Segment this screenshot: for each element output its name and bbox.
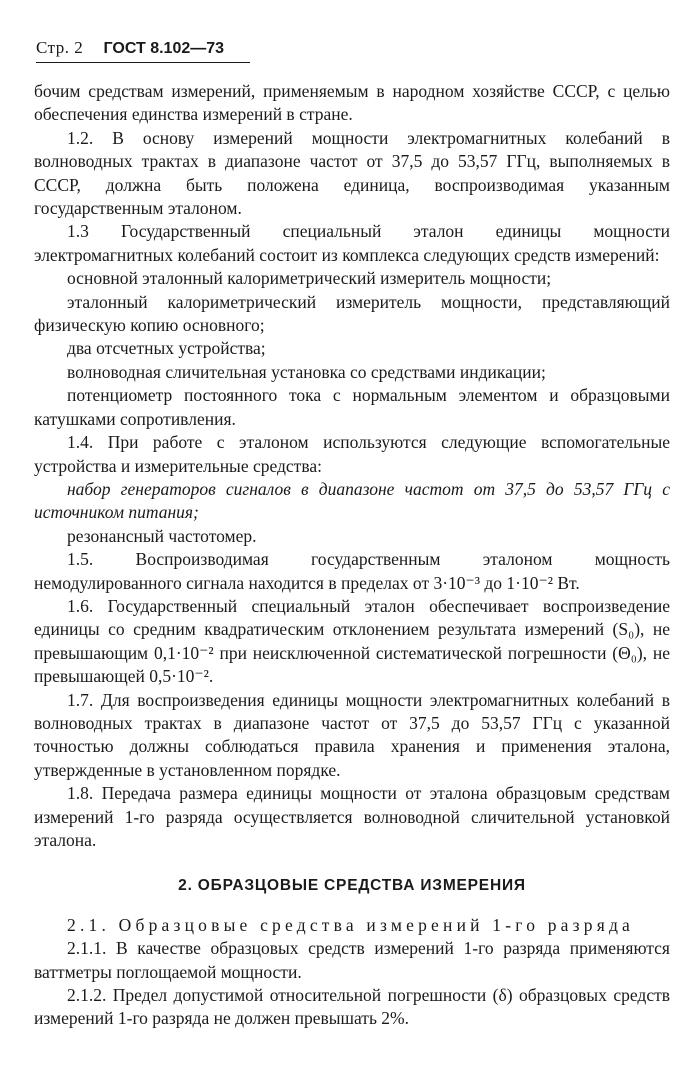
section-heading: 2. ОБРАЗЦОВЫЕ СРЕДСТВА ИЗМЕРЕНИЯ bbox=[178, 877, 526, 895]
paragraph-1-4: 1.4. При работе с эталоном используются следующие вспомогательные устройства и измерительные средства: bbox=[34, 432, 670, 476]
list-item: два отсчетных устройства; bbox=[67, 338, 266, 359]
list-item: потенциометр постоянного тока с нормальным элементом и образцовыми катушками сопротивления. bbox=[34, 385, 670, 429]
paragraph-1-3: 1.3 Государственный специальный эталон единицы мощности электромагнитных колебаний состоит из комплекса следующих средств измерений: bbox=[34, 221, 670, 265]
page-header bbox=[36, 38, 224, 58]
paragraph-1-7: 1.7. Для воспроизведения единицы мощности электромагнитных колебаний в волноводных трактах в диапазоне частот от 37,5 до 53,57 ГГц с указанной точностью должны соблюдаться правила хранения и применения эталона, утвержденные в установленном порядке. bbox=[34, 689, 670, 780]
standard-number: ГОСТ 8.102—73 bbox=[103, 40, 225, 57]
paragraph-2-1-1: 2.1.1. В качестве образцовых средств измерений 1-го разряда применяются ваттметры поглощаемой мощности. bbox=[34, 938, 670, 982]
paragraph-continuation: бочим средствам измерений, применяемым в народном хозяйстве СССР, с целью обеспечения единства измерений в стране. bbox=[34, 81, 670, 125]
list-item: основной эталонный калориметрический измеритель мощности; bbox=[67, 268, 552, 289]
list-item: резонансный частотомер. bbox=[67, 525, 257, 546]
paragraph-1-2: 1.2. В основу измерений мощности электромагнитных колебаний в волноводных трактах в диапазоне частот от 37,5 до 53,57 ГГц, выполняемых в СССР, должна быть положена единица, воспроизводимая указанным государственным эталоном. bbox=[34, 127, 670, 219]
header-rule bbox=[36, 62, 250, 63]
subsection-heading: 2.1. Образцовые средства измерений 1-го разряда bbox=[67, 914, 635, 935]
paragraph-1-5: 1.5. Воспроизводимая государственным эталоном мощность немодулированного сигнала находится в пределах от 3·10⁻³ до 1·10⁻² Вт. bbox=[34, 549, 670, 593]
paragraph-1-8: 1.8. Передача размера единицы мощности от эталона образцовым средствам измерений 1-го разряда осуществляется волноводной сличительной установкой эталона. bbox=[34, 783, 670, 850]
list-item: волноводная сличительная установка со средствами индикации; bbox=[67, 361, 546, 382]
paragraph-1-6: 1.6. Государственный специальный эталон обеспечивает воспроизведение единицы со средним квадратическим отклонением результата измерений (S₀), не превышающим 0,1·10⁻² при неисключенной систематической погрешности (Θ₀), не превышающей 0,5·10⁻². bbox=[34, 595, 670, 687]
page-number: Стр. 2 bbox=[36, 38, 84, 57]
body-text bbox=[34, 80, 670, 1031]
list-item: набор генераторов сигналов в диапазоне частот от 37,5 до 53,57 ГГц с источником питания; bbox=[34, 478, 670, 523]
paragraph-2-1-2: 2.1.2. Предел допустимой относительной погрешности (δ) образцовых средств измерений 1-го разряда не должен превышать 2%. bbox=[34, 985, 670, 1029]
list-item: эталонный калориметрический измеритель мощности, представляющий физическую копию основного; bbox=[34, 291, 670, 336]
